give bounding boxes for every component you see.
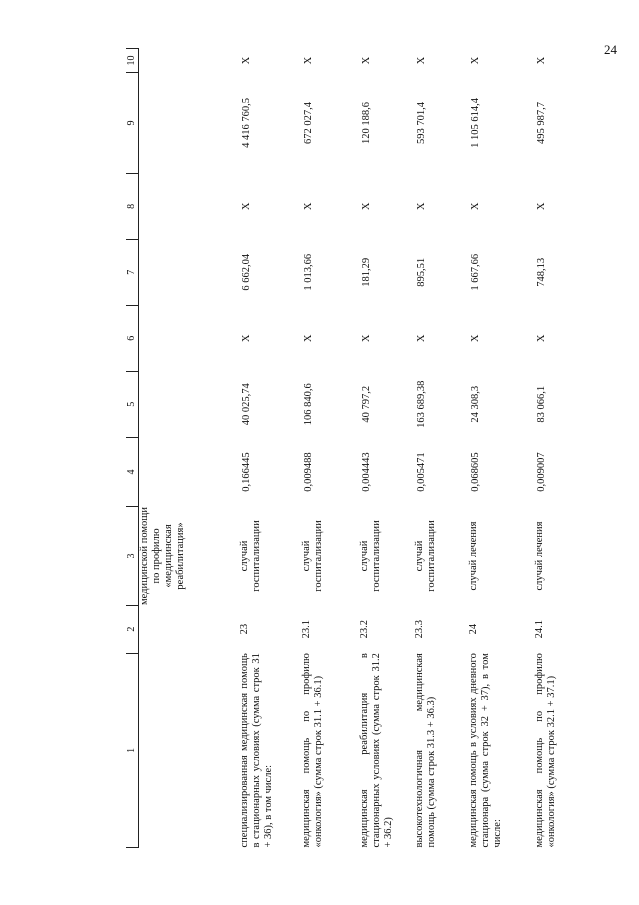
value-cell: 748,13 [535, 257, 547, 287]
value-cell: 0,166445 [240, 452, 252, 492]
column-header: 6 [126, 305, 139, 371]
column-header: 4 [126, 437, 139, 507]
value-cell: 181,29 [360, 257, 372, 287]
line-number: 23 [238, 623, 250, 635]
rotated-table-container [126, 48, 586, 848]
value-cell: 0,068605 [469, 452, 481, 492]
value-cell: X [302, 334, 314, 343]
value-cell: X [535, 202, 547, 211]
value-cell: 24 308,3 [469, 385, 481, 423]
value-cell: 163 689,38 [415, 380, 427, 428]
column-header: 7 [126, 239, 139, 305]
value-cell: X [360, 334, 372, 343]
row-name: медицинская помощь по профилю «онкология» (сумма строк 31.1 + 36.1) [300, 653, 324, 848]
value-cell: X [415, 334, 427, 343]
column-header: 5 [126, 371, 139, 437]
table-row [534, 49, 589, 848]
table-row [301, 49, 359, 848]
header-row [126, 49, 139, 848]
value-cell: X [415, 56, 427, 65]
unit-cell: случай лечения [467, 521, 479, 591]
value-cell: 672 027,4 [302, 101, 314, 144]
column-header: 8 [126, 173, 139, 239]
value-cell: 120 188,6 [360, 101, 372, 144]
value-cell: 0,009488 [302, 452, 314, 492]
value-cell: 1 667,66 [469, 253, 481, 291]
unit-cell: случай лечения [533, 521, 545, 591]
value-cell: 0,004443 [360, 452, 372, 492]
unit-cell: случай госпитализации [413, 520, 437, 592]
value-cell: X [535, 334, 547, 343]
value-cell: X [240, 56, 252, 65]
column-header: 2 [126, 605, 139, 653]
value-cell: X [360, 202, 372, 211]
value-cell: X [469, 202, 481, 211]
page-number: 24 [604, 42, 617, 57]
value-cell: 40 797,2 [360, 385, 372, 423]
line-number: 23.2 [358, 619, 370, 639]
row-name: медицинская помощь по профилю «онкология» (сумма строк 32.1 + 37.1) [533, 653, 557, 848]
value-cell: X [469, 56, 481, 65]
row-name: специализированная медицинская помощь в стационарных условиях (сумма строк 31 + 36), в том числе: [238, 653, 274, 848]
column-header: 1 [126, 653, 139, 847]
row-name: медицинская помощь в условиях дневного стационара (сумма строк 32 + 37), в том числе: [467, 653, 503, 848]
value-cell: X [535, 56, 547, 65]
carry-over-row [139, 49, 239, 848]
value-cell: 106 840,6 [302, 383, 314, 426]
line-number: 23.3 [413, 619, 425, 639]
value-cell: 0,005471 [415, 452, 427, 492]
value-cell: X [360, 56, 372, 65]
table-row [359, 49, 414, 848]
value-cell: X [240, 202, 252, 211]
row-name: медицинская реабилитация в стационарных условиях (сумма строк 31.2 + 36.2) [358, 653, 394, 848]
unit-cell: случай госпитализации [238, 520, 262, 592]
unit-cell: случай госпитализации [358, 520, 382, 592]
value-cell: X [302, 56, 314, 65]
value-cell: 4 416 760,5 [240, 98, 252, 148]
value-cell: 83 066,1 [535, 385, 547, 423]
column-header: 3 [126, 507, 139, 605]
carry-over-text: медицинской помощи по профилю «медицинская реабилитация» [139, 507, 186, 605]
column-header: 9 [126, 73, 139, 174]
value-cell: 495 987,7 [535, 101, 547, 144]
column-header: 10 [126, 49, 139, 73]
value-cell: X [415, 202, 427, 211]
line-number: 24 [467, 623, 479, 635]
value-cell: 0,009007 [535, 452, 547, 492]
row-name: высокотехнологичная медицинская помощь (сумма строк 31.3 + 36.3) [413, 653, 437, 848]
value-cell: X [469, 334, 481, 343]
value-cell: 895,51 [415, 257, 427, 287]
value-cell: 593 701,4 [415, 101, 427, 144]
table-row [239, 49, 301, 848]
value-cell: 1 105 614,4 [469, 98, 481, 148]
data-table [126, 48, 589, 848]
line-number: 23.1 [300, 619, 312, 639]
value-cell: 1 013,66 [302, 253, 314, 291]
table-row [414, 49, 468, 848]
line-number: 24.1 [533, 619, 545, 639]
value-cell: 6 662,04 [240, 253, 252, 291]
value-cell: X [302, 202, 314, 211]
value-cell: 40 025,74 [240, 383, 252, 426]
unit-cell: случай госпитализации [300, 520, 324, 592]
table-row [468, 49, 534, 848]
value-cell: X [240, 334, 252, 343]
